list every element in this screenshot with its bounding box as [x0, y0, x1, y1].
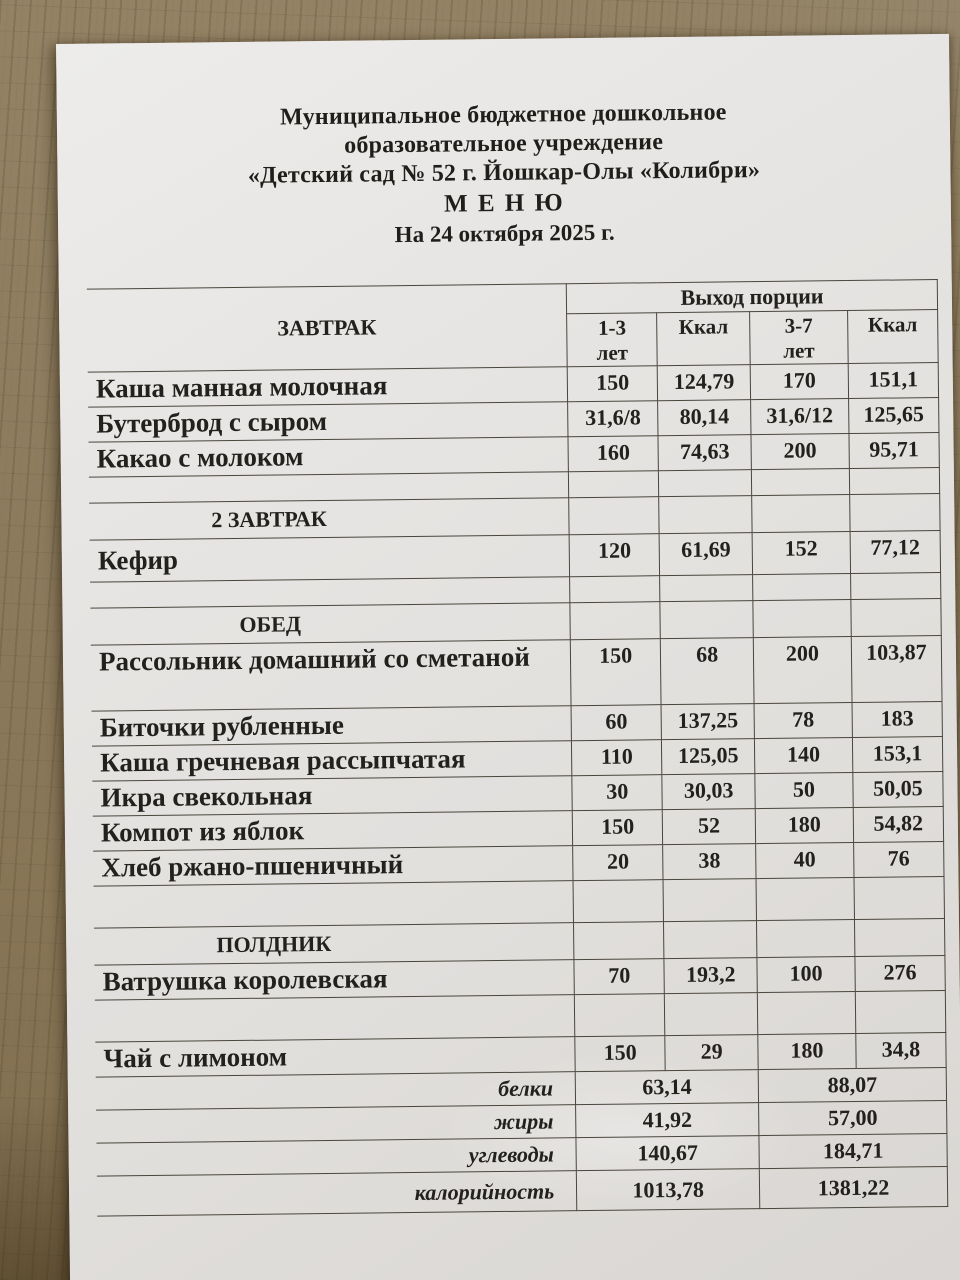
portion-age1-cell: 30 — [572, 775, 663, 811]
empty-cell — [850, 572, 940, 599]
dish-name-cell: Икра свекольная — [92, 776, 572, 816]
empty-cell — [849, 494, 940, 532]
summary-value-3-7-cell: 57,00 — [759, 1100, 947, 1135]
summary-value-1-3-cell: 140,67 — [576, 1136, 759, 1171]
col-header-age-1-3: 1-3 лет — [567, 313, 658, 367]
summary-value-3-7-cell: 184,71 — [759, 1133, 947, 1168]
empty-cell — [570, 576, 660, 603]
empty-cell — [573, 880, 664, 923]
summary-label-cell: углеводы — [96, 1138, 576, 1176]
summary-label-cell: калорийность — [97, 1171, 577, 1216]
kcal-age1-cell: 137,25 — [661, 704, 754, 740]
kcal-age1-cell: 125,05 — [662, 739, 755, 775]
meal-section-header-cell: ЗАВТРАК — [87, 284, 568, 372]
dish-name-cell: Рассольник домашний со сметаной — [91, 640, 571, 711]
org-name-line-1: Муниципальное бюджетное дошкольное — [279, 99, 727, 131]
kcal-age2-cell: 153,1 — [852, 736, 943, 772]
kcal-age2-cell: 77,12 — [850, 531, 941, 574]
org-name-line-2: образовательное учреждение — [344, 129, 664, 159]
summary-value-1-3-cell: 1013,78 — [577, 1169, 760, 1211]
portion-age2-cell: 180 — [755, 808, 853, 844]
table-summary-row — [97, 1166, 948, 1216]
kcal-age1-cell: 124,79 — [658, 365, 751, 401]
portion-age2-cell: 200 — [753, 637, 852, 704]
portion-age2-cell: 40 — [756, 843, 854, 879]
empty-cell — [854, 876, 945, 919]
kcal-age2-cell: 50,05 — [853, 771, 944, 807]
dish-name-cell: Какао с молоком — [89, 437, 569, 477]
kcal-age2-cell: 76 — [853, 841, 944, 877]
summary-value-1-3-cell: 63,14 — [575, 1070, 758, 1105]
section-header-cell: 2 ЗАВТРАК — [89, 498, 569, 540]
empty-cell — [95, 995, 575, 1042]
section-header-cell: ПОЛДНИК — [94, 923, 574, 965]
dish-name-cell: Хлеб ржано-пшеничный — [93, 846, 573, 886]
menu-title: М Е Н Ю — [443, 189, 565, 218]
empty-cell — [570, 602, 661, 640]
kcal-age1-cell: 74,63 — [658, 435, 751, 471]
empty-cell — [664, 921, 757, 959]
portion-age2-cell: 152 — [752, 532, 850, 575]
portion-age2-cell: 180 — [758, 1033, 856, 1069]
summary-label-cell: жиры — [96, 1105, 576, 1143]
empty-cell — [665, 993, 758, 1036]
portion-age1-cell: 70 — [574, 959, 665, 995]
col-header-kcal-2: Ккал — [847, 310, 938, 364]
summary-value-3-7-cell: 88,07 — [758, 1067, 946, 1102]
portion-age1-cell: 150 — [575, 1036, 666, 1072]
kcal-age1-cell: 30,03 — [662, 774, 755, 810]
dish-name-cell: Бутерброд с сыром — [88, 402, 568, 442]
empty-cell — [751, 469, 849, 496]
kcal-age2-cell: 95,71 — [849, 433, 940, 469]
dish-name-cell: Чай с лимоном — [95, 1037, 575, 1077]
kcal-age2-cell: 125,65 — [848, 398, 939, 434]
portion-age1-cell: 31,6/8 — [568, 401, 659, 437]
empty-cell — [660, 575, 753, 602]
empty-cell — [855, 990, 946, 1033]
portion-age2-cell: 31,6/12 — [751, 399, 849, 435]
table-row — [91, 635, 942, 711]
section-header-cell: ОБЕД — [90, 603, 570, 645]
portion-age1-cell: 120 — [569, 534, 660, 577]
empty-cell — [569, 497, 660, 535]
portion-age1-cell: 150 — [567, 366, 658, 402]
kcal-age2-cell: 34,8 — [856, 1032, 947, 1068]
empty-cell — [659, 496, 752, 534]
dish-name-cell: Каша гречневая рассыпчатая — [92, 741, 572, 781]
empty-cell — [757, 920, 855, 958]
empty-cell — [849, 468, 939, 495]
col-header-age-3-7: 3-7 лет — [750, 311, 848, 365]
summary-value-3-7-cell: 1381,22 — [759, 1166, 947, 1208]
empty-cell — [663, 879, 756, 922]
empty-cell — [660, 601, 753, 639]
empty-cell — [851, 598, 942, 636]
portion-age1-cell: 150 — [572, 810, 663, 846]
empty-cell — [753, 600, 851, 638]
kcal-age1-cell: 61,69 — [659, 533, 752, 576]
dish-name-cell: Ватрушка королевская — [94, 960, 574, 1000]
dish-name-cell: Компот из яблок — [93, 811, 573, 851]
summary-value-1-3-cell: 41,92 — [576, 1103, 759, 1138]
menu-date: На 24 октября 2025 г. — [394, 219, 615, 248]
kcal-age1-cell: 68 — [661, 638, 754, 705]
empty-cell — [574, 922, 665, 960]
col-header-kcal-1: Ккал — [657, 312, 750, 366]
kcal-age1-cell: 38 — [663, 844, 756, 880]
portion-age1-cell: 60 — [571, 705, 662, 741]
kcal-age2-cell: 183 — [852, 701, 943, 737]
empty-cell — [854, 918, 945, 956]
kcal-age2-cell: 103,87 — [851, 635, 942, 702]
kcal-age2-cell: 276 — [855, 955, 946, 991]
empty-cell — [569, 471, 659, 498]
org-name-line-3: «Детский сад № 52 г. Йошкар-Олы «Колибри» — [247, 157, 761, 189]
empty-cell — [659, 470, 752, 497]
portion-output-header-cell: Выход порции — [566, 280, 937, 314]
document-header — [56, 34, 951, 253]
summary-label-cell: белки — [96, 1072, 576, 1110]
dish-name-cell: Биточки рубленные — [92, 706, 572, 746]
kcal-age2-cell: 54,82 — [853, 806, 944, 842]
portion-age2-cell: 78 — [754, 703, 852, 739]
menu-document-paper — [56, 34, 960, 1280]
kcal-age1-cell: 193,2 — [664, 958, 757, 994]
kcal-age1-cell: 80,14 — [658, 400, 751, 436]
portion-age1-cell: 110 — [572, 740, 663, 776]
kcal-age1-cell: 29 — [665, 1035, 758, 1071]
portion-age2-cell: 200 — [751, 434, 849, 470]
empty-cell — [575, 994, 666, 1037]
portion-age2-cell: 140 — [754, 738, 852, 774]
portion-age2-cell: 50 — [755, 773, 853, 809]
kcal-age2-cell: 151,1 — [848, 363, 939, 399]
empty-cell — [753, 574, 851, 601]
portion-age2-cell: 100 — [757, 956, 855, 992]
portion-age1-cell: 150 — [570, 639, 661, 706]
dish-name-cell: Кефир — [90, 535, 570, 582]
dish-name-cell: Каша манная молочная — [88, 367, 568, 407]
portion-age1-cell: 160 — [568, 436, 659, 472]
empty-cell — [752, 495, 850, 533]
kcal-age1-cell: 52 — [663, 809, 756, 845]
portion-age2-cell: 170 — [750, 364, 848, 400]
empty-cell — [756, 878, 854, 921]
portion-age1-cell: 20 — [573, 845, 664, 881]
menu-table — [87, 279, 948, 1217]
empty-cell — [94, 881, 574, 928]
empty-cell — [757, 991, 855, 1034]
